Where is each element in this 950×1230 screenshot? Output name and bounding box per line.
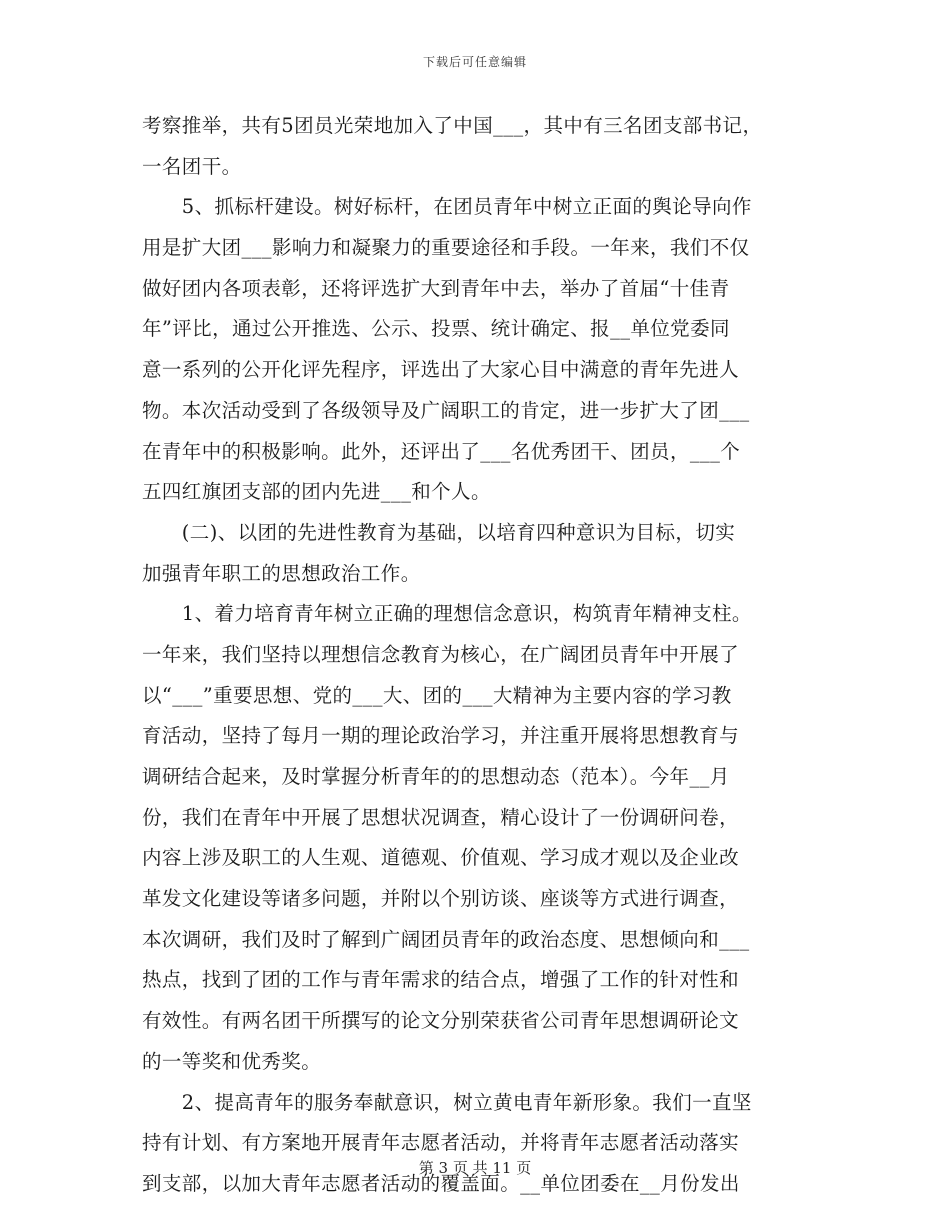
text-line: 以“___”重要思想、党的___大、团的___大精神为主要内容的学习教 [142,683,732,707]
text-line: 五四红旗团支部的团内先进___和个人。 [142,480,491,504]
text-line: 有效性。有两名团干所撰写的论文分别荣获省公司青年思想调研论文 [142,1009,740,1033]
text-line: 到支部，以加大青年志愿者活动的覆盖面。__单位团委在__月份发出 [142,1171,740,1195]
text-line: 份，我们在青年中开展了思想状况调查，精心设计了一份调研问卷， [142,805,740,829]
text-line: 热点，找到了团的工作与青年需求的结合点，增强了工作的针对性和 [142,968,740,992]
text-line: 2、提高青年的服务奉献意识，树立黄电青年新形象。我们一直坚 [142,1090,752,1114]
text-line: 加强青年职工的思想政治工作。 [142,561,421,585]
text-line: 在青年中的积极影响。此外，还评出了___名优秀团干、团员，___个 [142,439,741,463]
text-line: 年”评比，通过公开推选、公示、投票、统计确定、报__单位党委同 [142,317,730,341]
text-line: 用是扩大团___影响力和凝聚力的重要途径和手段。一年来，我们不仅 [142,236,750,260]
text-line: 一名团干。 [142,154,242,178]
page-number: 第 3 页 共 11 页 [418,1159,532,1177]
text-line: 考察推举，共有5团员光荣地加入了中国___，其中有三名团支部书记， [142,114,763,137]
text-line: 革发文化建设等诸多问题，并附以个别访谈、座谈等方式进行调查， [142,887,740,911]
page-header: 下载后可任意编辑 [422,55,527,69]
text-line: (二)、以团的先进性教育为基础，以培育四种意识为目标，切实 [142,520,736,544]
text-line: 意一系列的公开化评先程序，评选出了大家心目中满意的青年先进人 [142,358,740,382]
text-line: 的一等奖和优秀奖。 [142,1049,322,1073]
text-line: 育活动，坚持了每月一期的理论政治学习，并注重开展将思想教育与 [142,724,740,748]
text-line: 物。本次活动受到了各级领导及广阔职工的肯定，进一步扩大了团___ [142,398,750,422]
text-line: 持有计划、有方案地开展青年志愿者活动，并将青年志愿者活动落实 [142,1131,740,1155]
document-body [142,106,810,1205]
text-line: 调研结合起来，及时掌握分析青年的的思想动态（范本）。今年__月 [142,765,730,788]
text-line: 1、着力培育青年树立正确的理想信念意识，构筑青年精神支柱。 [142,602,752,626]
text-line: 内容上涉及职工的人生观、道德观、价值观、学习成才观以及企业改 [142,846,740,870]
text-line: 本次调研，我们及时了解到广阔团员青年的政治态度、思想倾向和___ [142,927,750,951]
text-line: 做好团内各项表彰，还将评选扩大到青年中去，举办了首届“十佳青 [142,276,730,300]
text-line: 5、抓标杆建设。树好标杆，在团员青年中树立正面的舆论导向作 [142,195,752,219]
text-line: 一年来，我们坚持以理想信念教育为核心，在广阔团员青年中开展了 [142,642,740,666]
